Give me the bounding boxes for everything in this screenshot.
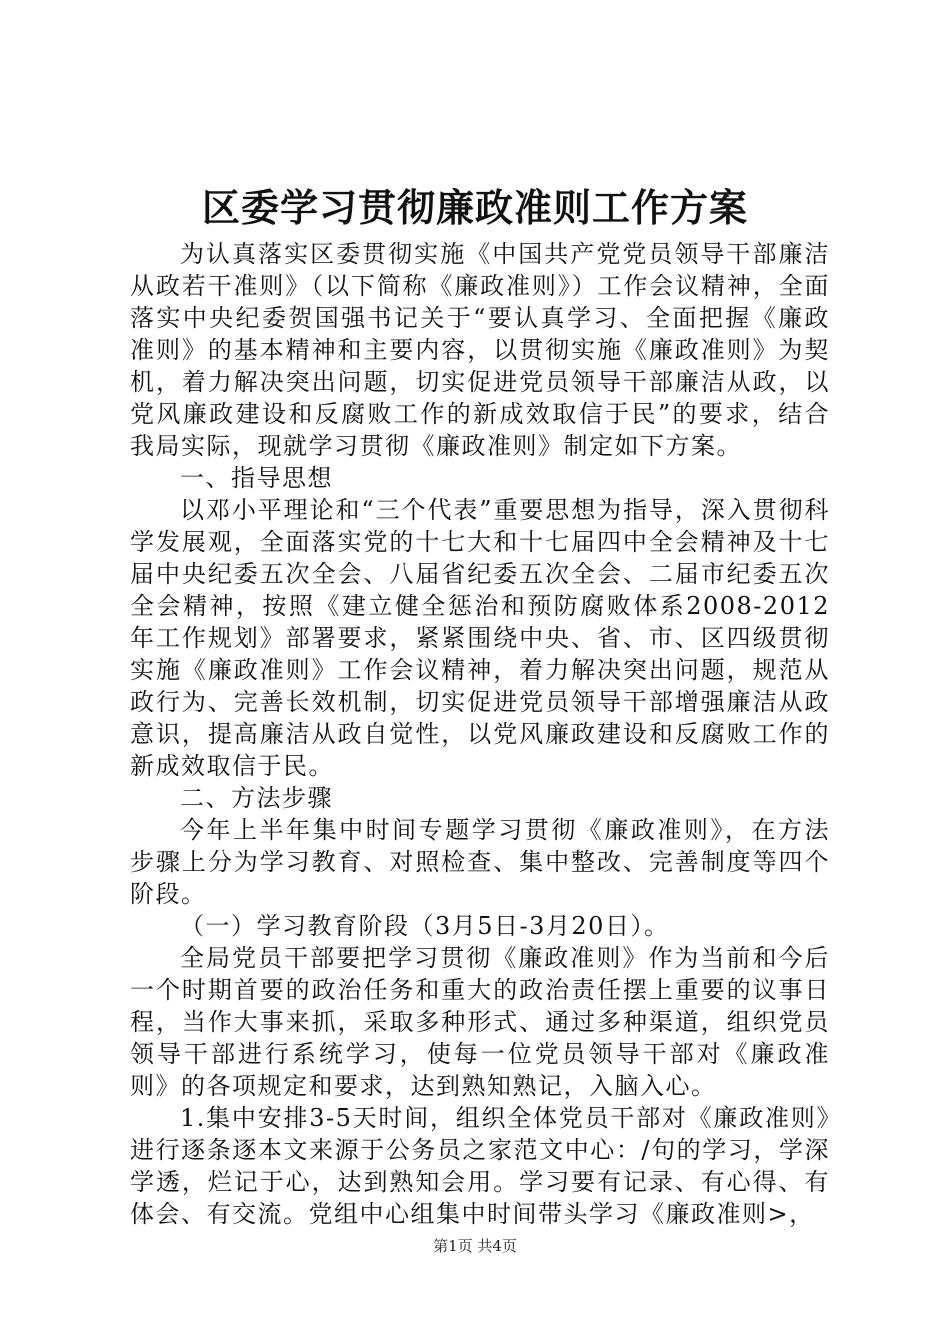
document-title: 区委学习贯彻廉政准则工作方案 <box>201 185 748 230</box>
heading-guiding-ideology: 一、指导思想 <box>180 464 333 492</box>
paragraph-method-steps: 今年上半年集中时间专题学习贯彻《廉政准则》，在方法步骤上分为学习教育、对照检查、集中整改、完善制度等四个阶段。 <box>130 816 830 908</box>
paragraph-guiding-ideology: 以邓小平理论和“三个代表”重要思想为指导，深入贯彻科学发展观，全面落实党的十七大和十七届四中全会精神及十七届中央纪委五次全会、八届省纪委五次全会、二届市纪委五次全会精神，按照《建立健全惩治和预防腐败体系2008-2012年工作规划》部署要求，紧紧围绕中央、省、市、区四级贯彻实施《廉政准则》工作会议精神，着力解决突出问题，规范从政行为、完善长效机制，切实促进党员领导干部增强廉洁从政意识，提高廉洁从政自觉性，以党风廉政建设和反腐败工作的新成效取信于民。 <box>130 496 830 780</box>
page-number-footer: 第1页 共4页 <box>433 1237 517 1255</box>
paragraph-intro: 为认真落实区委贯彻实施《中国共产党党员领导干部廉洁从政若干准则》（以下简称《廉政准则》）工作会议精神，全面落实中央纪委贺国强书记关于“要认真学习、全面把握《廉政准则》的基本精神和主要内容，以贯彻实施《廉政准则》为契机，着力解决突出问题，切实促进党员领导干部廉洁从政，以党风廉政建设和反腐败工作的新成效取信于民”的要求，结合我局实际，现就学习贯彻《廉政准则》制定如下方案。 <box>130 240 830 460</box>
document-body <box>130 238 830 1230</box>
subheading-study-stage: （一）学习教育阶段（3月5日-3月20日）。 <box>180 912 670 940</box>
heading-method-steps: 二、方法步骤 <box>180 784 333 812</box>
paragraph-study-stage: 全局党员干部要把学习贯彻《廉政准则》作为当前和今后一个时期首要的政治任务和重大的政治责任摆上重要的议事日程，当作大事来抓，采取多种形式、通过多种渠道，组织党员领导干部进行系统学习，使每一位党员领导干部对《廉政准则》的各项规定和要求，达到熟知熟记，入脑入心。 <box>130 944 830 1100</box>
paragraph-item-1: 1.集中安排3-5天时间，组织全体党员干部对《廉政准则》进行逐条逐本文来源于公务员之家范文中心：/句的学习，学深学透，烂记于心，达到熟知会用。学习要有记录、有心得、有体会、有交流。党组中心组集中时间带头学习《廉政准则>， <box>130 1104 830 1228</box>
